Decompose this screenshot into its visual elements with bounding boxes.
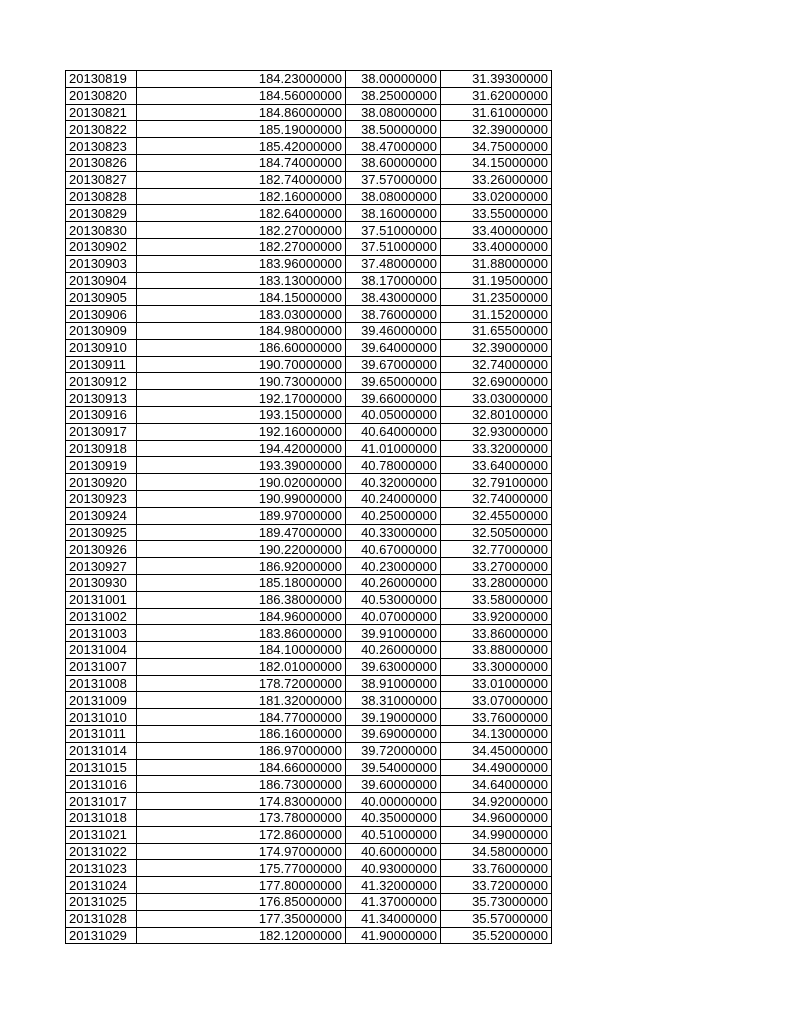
value-1-cell: 182.12000000 xyxy=(137,927,346,944)
date-cell: 20130823 xyxy=(66,138,137,155)
value-2-cell: 40.51000000 xyxy=(346,826,441,843)
value-1-cell: 186.92000000 xyxy=(137,558,346,575)
table-row xyxy=(66,222,552,239)
value-3-cell: 31.88000000 xyxy=(441,255,552,272)
table-row xyxy=(66,726,552,743)
value-3-cell: 32.39000000 xyxy=(441,121,552,138)
value-2-cell: 39.19000000 xyxy=(346,709,441,726)
value-3-cell: 33.26000000 xyxy=(441,171,552,188)
value-2-cell: 39.65000000 xyxy=(346,373,441,390)
table-row xyxy=(66,692,552,709)
value-1-cell: 190.73000000 xyxy=(137,373,346,390)
value-3-cell: 31.65500000 xyxy=(441,322,552,339)
value-1-cell: 186.73000000 xyxy=(137,776,346,793)
value-3-cell: 33.01000000 xyxy=(441,675,552,692)
date-cell: 20130906 xyxy=(66,306,137,323)
value-2-cell: 39.66000000 xyxy=(346,390,441,407)
value-1-cell: 189.97000000 xyxy=(137,507,346,524)
value-2-cell: 40.24000000 xyxy=(346,490,441,507)
value-3-cell: 34.45000000 xyxy=(441,742,552,759)
date-cell: 20131002 xyxy=(66,608,137,625)
value-2-cell: 38.76000000 xyxy=(346,306,441,323)
value-1-cell: 186.38000000 xyxy=(137,591,346,608)
value-3-cell: 33.02000000 xyxy=(441,188,552,205)
data-table xyxy=(65,70,552,944)
date-cell: 20131024 xyxy=(66,877,137,894)
data-sheet xyxy=(65,70,552,944)
value-3-cell: 34.15000000 xyxy=(441,154,552,171)
value-3-cell: 33.92000000 xyxy=(441,608,552,625)
value-3-cell: 32.77000000 xyxy=(441,541,552,558)
value-2-cell: 37.51000000 xyxy=(346,238,441,255)
date-cell: 20130829 xyxy=(66,205,137,222)
table-row xyxy=(66,87,552,104)
value-2-cell: 37.51000000 xyxy=(346,222,441,239)
table-row xyxy=(66,894,552,911)
value-1-cell: 185.18000000 xyxy=(137,574,346,591)
table-row xyxy=(66,272,552,289)
table-row xyxy=(66,625,552,642)
value-2-cell: 40.53000000 xyxy=(346,591,441,608)
date-cell: 20130904 xyxy=(66,272,137,289)
date-cell: 20130913 xyxy=(66,390,137,407)
table-row xyxy=(66,608,552,625)
value-2-cell: 40.26000000 xyxy=(346,574,441,591)
value-3-cell: 33.07000000 xyxy=(441,692,552,709)
value-3-cell: 33.40000000 xyxy=(441,222,552,239)
value-3-cell: 31.62000000 xyxy=(441,87,552,104)
date-cell: 20131009 xyxy=(66,692,137,709)
table-row xyxy=(66,154,552,171)
value-3-cell: 32.80100000 xyxy=(441,406,552,423)
date-cell: 20131014 xyxy=(66,742,137,759)
table-row xyxy=(66,793,552,810)
date-cell: 20130821 xyxy=(66,104,137,121)
date-cell: 20130827 xyxy=(66,171,137,188)
table-row xyxy=(66,255,552,272)
value-2-cell: 40.93000000 xyxy=(346,860,441,877)
value-1-cell: 182.74000000 xyxy=(137,171,346,188)
value-3-cell: 33.72000000 xyxy=(441,877,552,894)
value-1-cell: 192.16000000 xyxy=(137,423,346,440)
value-2-cell: 39.63000000 xyxy=(346,658,441,675)
table-row xyxy=(66,742,552,759)
date-cell: 20130826 xyxy=(66,154,137,171)
value-2-cell: 39.67000000 xyxy=(346,356,441,373)
date-cell: 20131007 xyxy=(66,658,137,675)
table-row xyxy=(66,306,552,323)
date-cell: 20130910 xyxy=(66,339,137,356)
value-1-cell: 184.15000000 xyxy=(137,289,346,306)
date-cell: 20130819 xyxy=(66,71,137,88)
value-1-cell: 184.98000000 xyxy=(137,322,346,339)
value-2-cell: 37.48000000 xyxy=(346,255,441,272)
value-1-cell: 183.96000000 xyxy=(137,255,346,272)
table-row xyxy=(66,910,552,927)
value-1-cell: 189.47000000 xyxy=(137,524,346,541)
value-1-cell: 192.17000000 xyxy=(137,390,346,407)
date-cell: 20130918 xyxy=(66,440,137,457)
table-row xyxy=(66,759,552,776)
date-cell: 20131010 xyxy=(66,709,137,726)
table-row xyxy=(66,776,552,793)
value-1-cell: 190.22000000 xyxy=(137,541,346,558)
value-1-cell: 184.74000000 xyxy=(137,154,346,171)
value-1-cell: 184.56000000 xyxy=(137,87,346,104)
table-row xyxy=(66,574,552,591)
value-3-cell: 32.79100000 xyxy=(441,474,552,491)
date-cell: 20130916 xyxy=(66,406,137,423)
value-1-cell: 182.27000000 xyxy=(137,238,346,255)
value-1-cell: 185.42000000 xyxy=(137,138,346,155)
table-row xyxy=(66,121,552,138)
table-row xyxy=(66,423,552,440)
date-cell: 20130923 xyxy=(66,490,137,507)
value-3-cell: 33.27000000 xyxy=(441,558,552,575)
date-cell: 20130828 xyxy=(66,188,137,205)
value-2-cell: 40.32000000 xyxy=(346,474,441,491)
value-3-cell: 33.40000000 xyxy=(441,238,552,255)
value-1-cell: 182.27000000 xyxy=(137,222,346,239)
value-3-cell: 33.28000000 xyxy=(441,574,552,591)
table-row xyxy=(66,457,552,474)
table-row xyxy=(66,390,552,407)
value-1-cell: 174.83000000 xyxy=(137,793,346,810)
value-3-cell: 33.30000000 xyxy=(441,658,552,675)
value-3-cell: 35.52000000 xyxy=(441,927,552,944)
value-1-cell: 184.86000000 xyxy=(137,104,346,121)
value-2-cell: 38.17000000 xyxy=(346,272,441,289)
date-cell: 20131011 xyxy=(66,726,137,743)
value-3-cell: 34.99000000 xyxy=(441,826,552,843)
value-2-cell: 39.60000000 xyxy=(346,776,441,793)
value-3-cell: 33.55000000 xyxy=(441,205,552,222)
date-cell: 20130920 xyxy=(66,474,137,491)
value-2-cell: 38.31000000 xyxy=(346,692,441,709)
date-cell: 20131029 xyxy=(66,927,137,944)
table-body xyxy=(66,71,552,944)
date-cell: 20131021 xyxy=(66,826,137,843)
table-row xyxy=(66,322,552,339)
value-1-cell: 175.77000000 xyxy=(137,860,346,877)
table-row xyxy=(66,591,552,608)
value-1-cell: 183.13000000 xyxy=(137,272,346,289)
table-row xyxy=(66,104,552,121)
date-cell: 20130912 xyxy=(66,373,137,390)
value-2-cell: 41.37000000 xyxy=(346,894,441,911)
value-3-cell: 35.57000000 xyxy=(441,910,552,927)
date-cell: 20131004 xyxy=(66,642,137,659)
value-2-cell: 40.25000000 xyxy=(346,507,441,524)
value-2-cell: 40.00000000 xyxy=(346,793,441,810)
table-row xyxy=(66,474,552,491)
table-row xyxy=(66,810,552,827)
date-cell: 20130820 xyxy=(66,87,137,104)
value-1-cell: 190.70000000 xyxy=(137,356,346,373)
date-cell: 20131008 xyxy=(66,675,137,692)
value-1-cell: 193.15000000 xyxy=(137,406,346,423)
value-2-cell: 40.67000000 xyxy=(346,541,441,558)
value-3-cell: 33.88000000 xyxy=(441,642,552,659)
table-row xyxy=(66,927,552,944)
value-3-cell: 32.74000000 xyxy=(441,490,552,507)
date-cell: 20130927 xyxy=(66,558,137,575)
value-3-cell: 31.23500000 xyxy=(441,289,552,306)
value-2-cell: 40.05000000 xyxy=(346,406,441,423)
table-row xyxy=(66,373,552,390)
table-row xyxy=(66,171,552,188)
table-row xyxy=(66,709,552,726)
value-2-cell: 38.25000000 xyxy=(346,87,441,104)
table-row xyxy=(66,339,552,356)
value-1-cell: 184.66000000 xyxy=(137,759,346,776)
table-row xyxy=(66,188,552,205)
table-row xyxy=(66,524,552,541)
date-cell: 20131001 xyxy=(66,591,137,608)
table-row xyxy=(66,406,552,423)
value-1-cell: 178.72000000 xyxy=(137,675,346,692)
date-cell: 20131025 xyxy=(66,894,137,911)
value-1-cell: 185.19000000 xyxy=(137,121,346,138)
table-row xyxy=(66,490,552,507)
value-2-cell: 40.33000000 xyxy=(346,524,441,541)
date-cell: 20130903 xyxy=(66,255,137,272)
value-1-cell: 184.77000000 xyxy=(137,709,346,726)
value-1-cell: 177.80000000 xyxy=(137,877,346,894)
table-row xyxy=(66,558,552,575)
value-2-cell: 38.08000000 xyxy=(346,104,441,121)
value-1-cell: 172.86000000 xyxy=(137,826,346,843)
value-3-cell: 33.86000000 xyxy=(441,625,552,642)
date-cell: 20130917 xyxy=(66,423,137,440)
value-3-cell: 34.96000000 xyxy=(441,810,552,827)
table-row xyxy=(66,356,552,373)
value-3-cell: 33.03000000 xyxy=(441,390,552,407)
date-cell: 20130909 xyxy=(66,322,137,339)
date-cell: 20131017 xyxy=(66,793,137,810)
table-row xyxy=(66,877,552,894)
value-2-cell: 40.64000000 xyxy=(346,423,441,440)
value-1-cell: 183.03000000 xyxy=(137,306,346,323)
value-2-cell: 39.46000000 xyxy=(346,322,441,339)
value-2-cell: 40.07000000 xyxy=(346,608,441,625)
date-cell: 20130905 xyxy=(66,289,137,306)
date-cell: 20131003 xyxy=(66,625,137,642)
date-cell: 20130930 xyxy=(66,574,137,591)
value-1-cell: 182.01000000 xyxy=(137,658,346,675)
value-2-cell: 38.00000000 xyxy=(346,71,441,88)
date-cell: 20131023 xyxy=(66,860,137,877)
value-1-cell: 190.99000000 xyxy=(137,490,346,507)
date-cell: 20131022 xyxy=(66,843,137,860)
value-2-cell: 39.91000000 xyxy=(346,625,441,642)
value-2-cell: 40.35000000 xyxy=(346,810,441,827)
value-2-cell: 38.60000000 xyxy=(346,154,441,171)
table-row xyxy=(66,440,552,457)
value-2-cell: 38.50000000 xyxy=(346,121,441,138)
date-cell: 20130926 xyxy=(66,541,137,558)
value-2-cell: 40.78000000 xyxy=(346,457,441,474)
date-cell: 20131016 xyxy=(66,776,137,793)
value-3-cell: 34.49000000 xyxy=(441,759,552,776)
value-2-cell: 39.72000000 xyxy=(346,742,441,759)
value-1-cell: 186.60000000 xyxy=(137,339,346,356)
value-3-cell: 32.45500000 xyxy=(441,507,552,524)
value-2-cell: 39.64000000 xyxy=(346,339,441,356)
value-1-cell: 181.32000000 xyxy=(137,692,346,709)
table-row xyxy=(66,860,552,877)
value-3-cell: 31.15200000 xyxy=(441,306,552,323)
value-2-cell: 38.08000000 xyxy=(346,188,441,205)
value-2-cell: 41.32000000 xyxy=(346,877,441,894)
table-row xyxy=(66,238,552,255)
value-3-cell: 32.50500000 xyxy=(441,524,552,541)
table-row xyxy=(66,843,552,860)
value-3-cell: 33.32000000 xyxy=(441,440,552,457)
value-3-cell: 34.64000000 xyxy=(441,776,552,793)
date-cell: 20130902 xyxy=(66,238,137,255)
value-2-cell: 38.43000000 xyxy=(346,289,441,306)
value-1-cell: 177.35000000 xyxy=(137,910,346,927)
table-row xyxy=(66,507,552,524)
date-cell: 20130822 xyxy=(66,121,137,138)
value-1-cell: 182.16000000 xyxy=(137,188,346,205)
value-3-cell: 34.92000000 xyxy=(441,793,552,810)
date-cell: 20130925 xyxy=(66,524,137,541)
value-3-cell: 34.75000000 xyxy=(441,138,552,155)
value-1-cell: 184.23000000 xyxy=(137,71,346,88)
value-2-cell: 39.69000000 xyxy=(346,726,441,743)
value-3-cell: 31.39300000 xyxy=(441,71,552,88)
date-cell: 20130924 xyxy=(66,507,137,524)
value-1-cell: 184.96000000 xyxy=(137,608,346,625)
date-cell: 20130919 xyxy=(66,457,137,474)
value-2-cell: 39.54000000 xyxy=(346,759,441,776)
value-3-cell: 34.58000000 xyxy=(441,843,552,860)
value-3-cell: 32.74000000 xyxy=(441,356,552,373)
value-3-cell: 31.61000000 xyxy=(441,104,552,121)
date-cell: 20130830 xyxy=(66,222,137,239)
value-1-cell: 183.86000000 xyxy=(137,625,346,642)
date-cell: 20131028 xyxy=(66,910,137,927)
table-row xyxy=(66,71,552,88)
value-3-cell: 33.76000000 xyxy=(441,709,552,726)
value-2-cell: 40.60000000 xyxy=(346,843,441,860)
value-1-cell: 194.42000000 xyxy=(137,440,346,457)
value-2-cell: 38.16000000 xyxy=(346,205,441,222)
value-3-cell: 33.76000000 xyxy=(441,860,552,877)
value-2-cell: 37.57000000 xyxy=(346,171,441,188)
table-row xyxy=(66,642,552,659)
value-1-cell: 186.16000000 xyxy=(137,726,346,743)
table-row xyxy=(66,826,552,843)
table-row xyxy=(66,289,552,306)
value-2-cell: 40.23000000 xyxy=(346,558,441,575)
table-row xyxy=(66,658,552,675)
table-row xyxy=(66,138,552,155)
date-cell: 20131015 xyxy=(66,759,137,776)
value-3-cell: 32.69000000 xyxy=(441,373,552,390)
table-row xyxy=(66,205,552,222)
value-3-cell: 35.73000000 xyxy=(441,894,552,911)
value-2-cell: 41.34000000 xyxy=(346,910,441,927)
value-1-cell: 186.97000000 xyxy=(137,742,346,759)
value-1-cell: 174.97000000 xyxy=(137,843,346,860)
value-2-cell: 38.91000000 xyxy=(346,675,441,692)
value-2-cell: 38.47000000 xyxy=(346,138,441,155)
value-1-cell: 182.64000000 xyxy=(137,205,346,222)
date-cell: 20131018 xyxy=(66,810,137,827)
value-3-cell: 34.13000000 xyxy=(441,726,552,743)
value-3-cell: 33.58000000 xyxy=(441,591,552,608)
value-1-cell: 184.10000000 xyxy=(137,642,346,659)
value-3-cell: 33.64000000 xyxy=(441,457,552,474)
value-2-cell: 41.90000000 xyxy=(346,927,441,944)
value-1-cell: 193.39000000 xyxy=(137,457,346,474)
value-1-cell: 190.02000000 xyxy=(137,474,346,491)
date-cell: 20130911 xyxy=(66,356,137,373)
value-3-cell: 32.39000000 xyxy=(441,339,552,356)
value-2-cell: 40.26000000 xyxy=(346,642,441,659)
value-1-cell: 173.78000000 xyxy=(137,810,346,827)
value-2-cell: 41.01000000 xyxy=(346,440,441,457)
table-row xyxy=(66,541,552,558)
table-row xyxy=(66,675,552,692)
value-1-cell: 176.85000000 xyxy=(137,894,346,911)
value-3-cell: 32.93000000 xyxy=(441,423,552,440)
value-3-cell: 31.19500000 xyxy=(441,272,552,289)
